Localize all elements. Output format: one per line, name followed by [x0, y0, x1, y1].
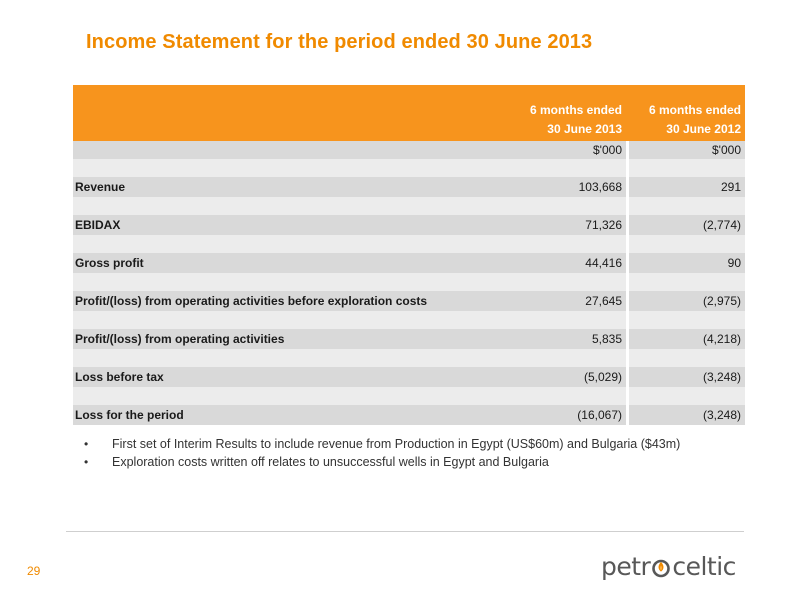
footer-divider — [66, 531, 744, 532]
notes-list — [84, 436, 724, 472]
table-row — [73, 253, 745, 273]
flame-o-icon — [651, 558, 671, 578]
table-row — [73, 291, 745, 311]
value-2012: (4,218) — [629, 329, 745, 349]
value-2012: (2,774) — [629, 215, 745, 235]
table-row — [73, 329, 745, 349]
table-row — [73, 215, 745, 235]
table-row — [73, 367, 745, 387]
unit-cell: $'000 — [629, 141, 745, 159]
header-label-cell — [73, 85, 509, 141]
value-2012: (3,248) — [629, 405, 745, 425]
row-label: EBIDAX — [73, 215, 509, 235]
table-row — [73, 405, 745, 425]
value-2013: 71,326 — [509, 215, 626, 235]
spacer-row — [73, 387, 745, 405]
row-label: Loss for the period — [73, 405, 509, 425]
logo-text-start: petr — [601, 551, 651, 581]
units-row — [73, 141, 745, 159]
note-text: Exploration costs written off relates to unsuccessful wells in Egypt and Bulgaria — [112, 455, 549, 469]
company-logo — [601, 549, 736, 583]
value-2012: (3,248) — [629, 367, 745, 387]
row-label: Profit/(loss) from operating activities — [73, 329, 509, 349]
spacer-row — [73, 349, 745, 367]
spacer-row — [73, 311, 745, 329]
column-header-line1: 6 months ended — [529, 103, 622, 117]
spacer-row — [73, 197, 745, 215]
page-title: Income Statement for the period ended 30 June 2013 — [86, 31, 593, 53]
page-number: 29 — [27, 564, 41, 578]
row-label: Loss before tax — [73, 367, 509, 387]
value-2013: 5,835 — [509, 329, 626, 349]
value-2013: 27,645 — [509, 291, 626, 311]
row-label: Revenue — [73, 177, 509, 197]
note-text: First set of Interim Results to include revenue from Production in Egypt (US$60m) and Bulgaria ($43m) — [112, 437, 681, 451]
spacer-row — [73, 273, 745, 291]
column-header-2012 — [629, 85, 745, 141]
value-2012: 90 — [629, 253, 745, 273]
column-header-line2: 30 June 2012 — [666, 122, 741, 136]
row-label: Profit/(loss) from operating activities before exploration costs — [73, 291, 509, 311]
table-header-row — [73, 85, 745, 141]
column-header-line1: 6 months ended — [648, 103, 741, 117]
value-2013: 103,668 — [509, 177, 626, 197]
value-2013: 44,416 — [509, 253, 626, 273]
row-label: Gross profit — [73, 253, 509, 273]
value-2012: 291 — [629, 177, 745, 197]
list-item — [84, 454, 724, 470]
value-2013: (16,067) — [509, 405, 626, 425]
table-row — [73, 177, 745, 197]
list-item — [84, 436, 724, 452]
unit-cell: $'000 — [509, 141, 626, 159]
spacer-row — [73, 235, 745, 253]
bullet-icon: • — [84, 455, 89, 469]
column-header-2013 — [509, 85, 626, 141]
value-2012: (2,975) — [629, 291, 745, 311]
spacer-row — [73, 159, 745, 177]
column-header-line2: 30 June 2013 — [547, 122, 622, 136]
value-2013: (5,029) — [509, 367, 626, 387]
bullet-icon: • — [84, 437, 89, 451]
logo-text-end: celtic — [672, 551, 736, 581]
income-statement-table — [73, 85, 745, 425]
